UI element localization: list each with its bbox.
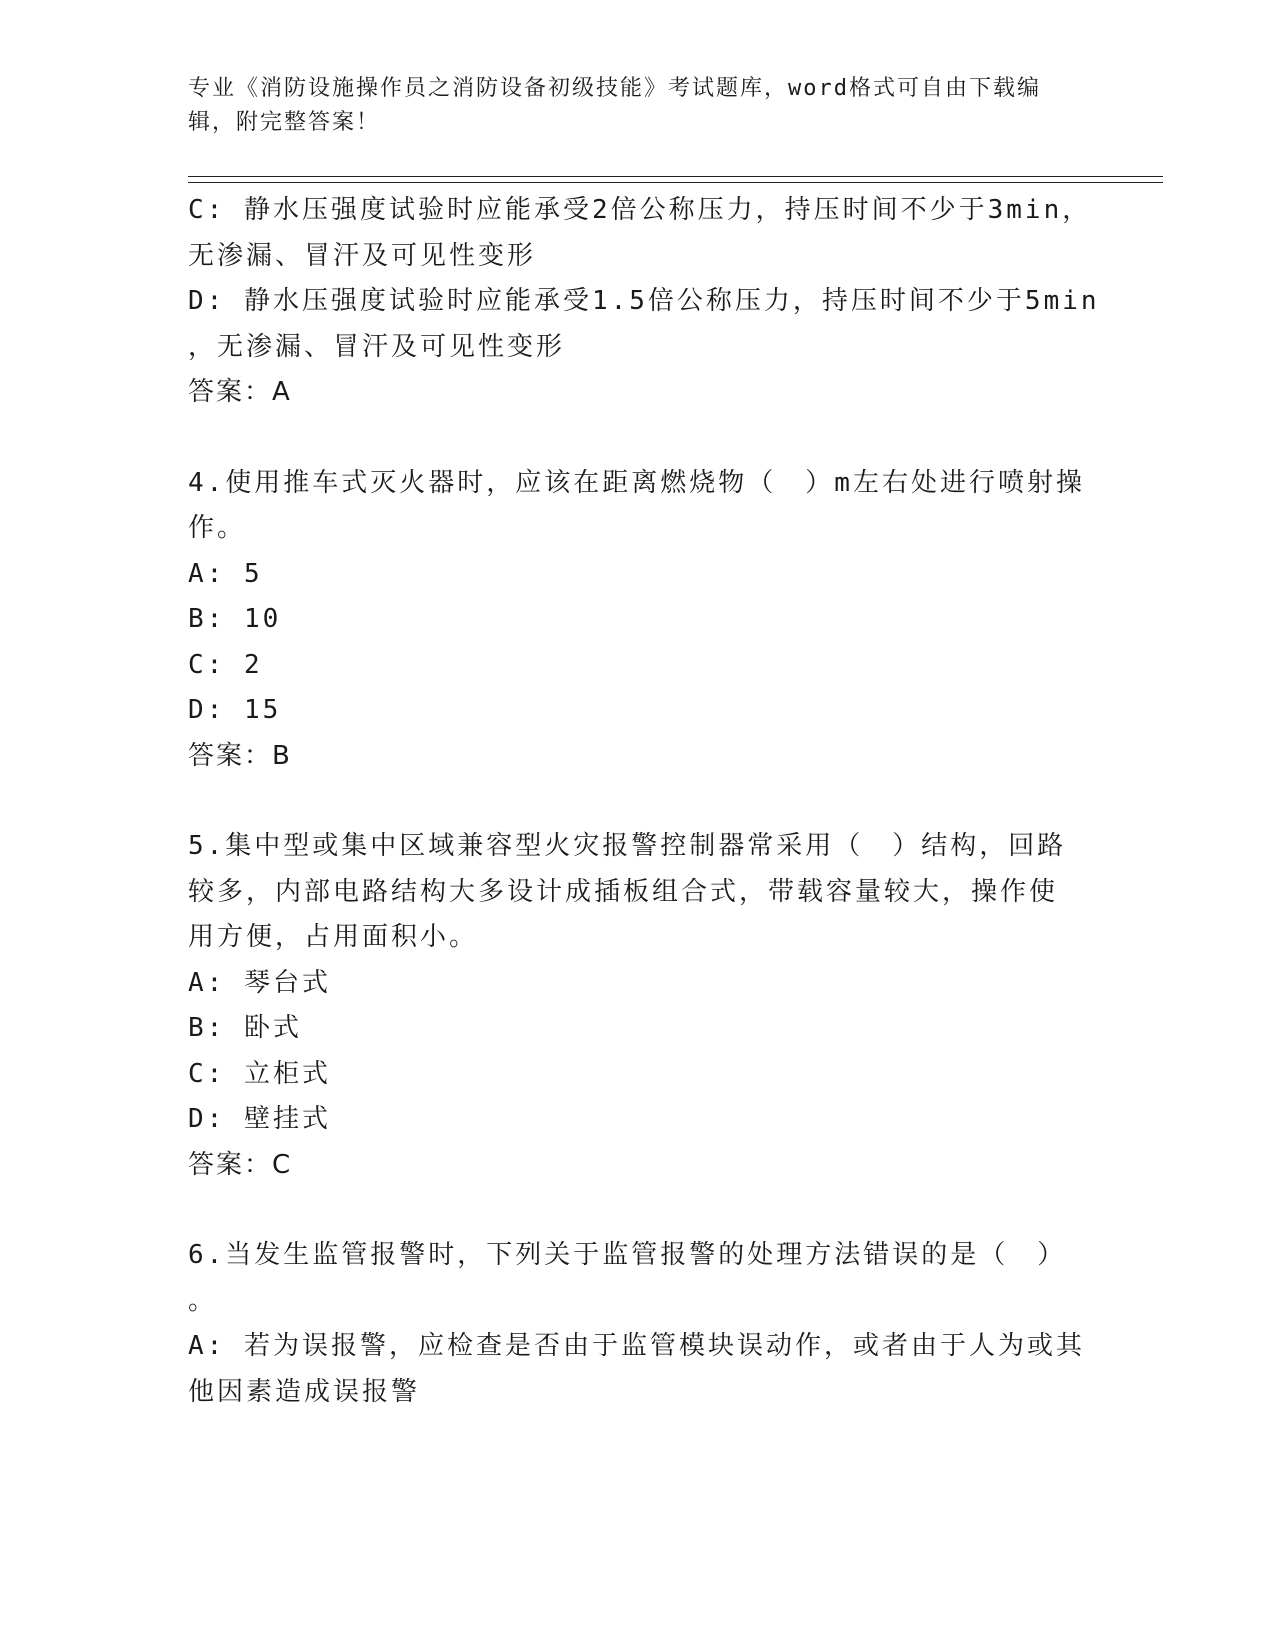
question-stem-line-1: 5.集中型或集中区域兼容型火灾报警控制器常采用（ ）结构，回路 — [188, 831, 1067, 861]
option-c: C: 立柜式 — [188, 1058, 331, 1089]
question-stem-line-1: 6.当发生监管报警时，下列关于监管报警的处理方法错误的是（ ） — [188, 1240, 1067, 1270]
spacer — [188, 1188, 1108, 1233]
question-stem-line-3: 用方便，占用面积小。 — [188, 922, 479, 952]
option-b: B: 10 — [188, 604, 282, 634]
option-c-line-1: C: 静水压强度试验时应能承受2倍公称压力，持压时间不少于3min， — [188, 195, 1092, 225]
question-stem-line-2: 。 — [188, 1285, 218, 1316]
option-a: A: 琴台式 — [188, 967, 331, 998]
option-d-line-2: ，无渗漏、冒汗及可见性变形 — [188, 331, 566, 362]
option-d-line-1: D: 静水压强度试验时应能承受1.5倍公称压力，持压时间不少于5min — [188, 286, 1100, 316]
spacer — [188, 779, 1108, 824]
option-d: D: 壁挂式 — [188, 1104, 331, 1134]
header-line-2: 辑，附完整答案！ — [188, 110, 381, 135]
question-content — [188, 188, 1108, 1415]
option-a: A: 5 — [188, 558, 263, 589]
option-b: B: 卧式 — [188, 1013, 302, 1043]
question-6 — [188, 1233, 1108, 1415]
option-d: D: 15 — [188, 695, 282, 725]
header-rule-bottom — [188, 182, 1163, 183]
question-stem-line-2: 较多，内部电路结构大多设计成插板组合式，带载容量较大，操作使 — [188, 876, 1059, 907]
question-stem-line-2: 作。 — [188, 513, 247, 543]
answer: 答案：C — [188, 1149, 293, 1180]
option-c-line-2: 无渗漏、冒汗及可见性变形 — [188, 240, 537, 271]
question-3-tail — [188, 188, 1108, 416]
answer: 答案：B — [188, 740, 292, 771]
question-4 — [188, 461, 1108, 780]
header-rule-top — [188, 176, 1163, 177]
spacer — [188, 416, 1108, 461]
header-line-1: 专业《消防设施操作员之消防设备初级技能》考试题库，word格式可自由下载编 — [188, 76, 1041, 101]
option-a-line-1: A: 若为误报警，应检查是否由于监管模块误动作，或者由于人为或其 — [188, 1331, 1085, 1361]
document-header — [188, 72, 1088, 140]
option-c: C: 2 — [188, 649, 263, 680]
question-stem-line-1: 4.使用推车式灭火器时，应该在距离燃烧物（ ）m左右处进行喷射操 — [188, 467, 1085, 498]
question-5 — [188, 824, 1108, 1188]
answer: 答案：A — [188, 377, 292, 407]
option-a-line-2: 他因素造成误报警 — [188, 1376, 421, 1407]
